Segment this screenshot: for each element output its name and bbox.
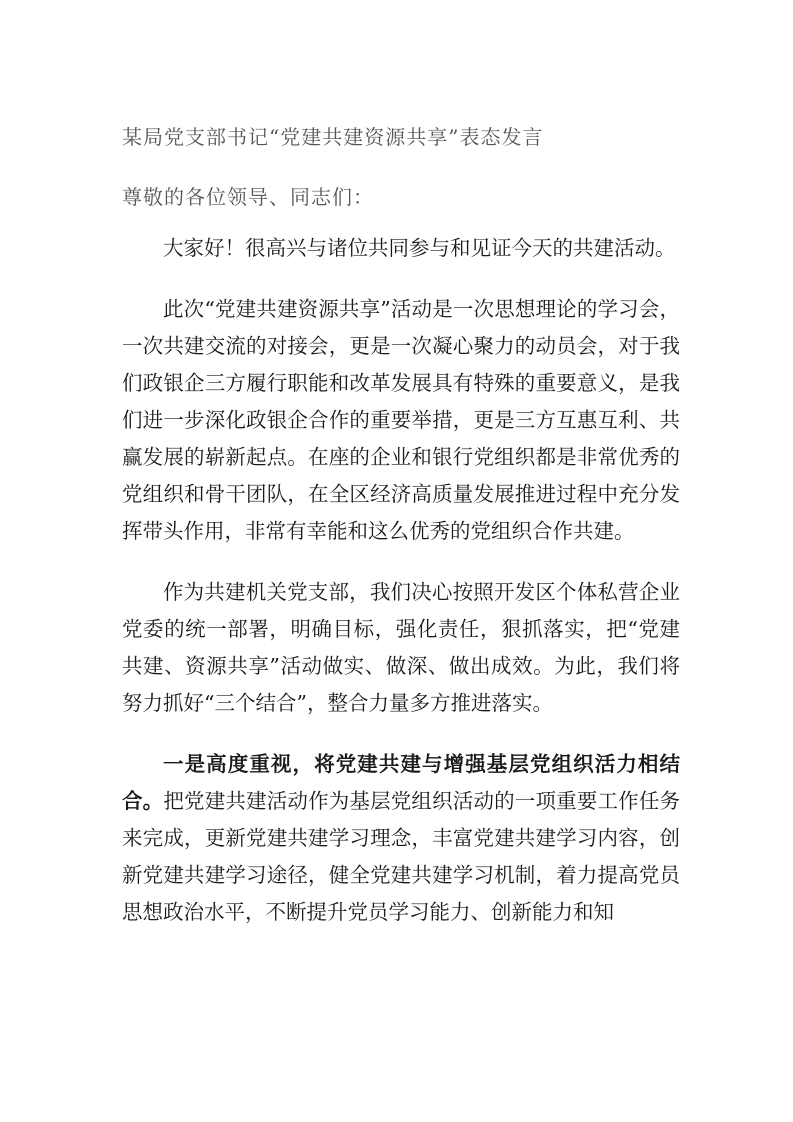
paragraph: 大家好！很高兴与诸位共同参与和见证今天的共建活动。 [163, 236, 676, 260]
document-title: 某局党支部书记“党建共建资源共享”表态发言 [122, 125, 544, 149]
paragraph: 此次“党建共建资源共享”活动是一次思想理论的学习会，一次共建交流的对接会，更是一次凝心聚力的动员会，对于我们政银企三方履行职能和改革发展具有特殊的重要意义，是我们进一步深化政银企合作的重要举措，更是三方互惠互利、共赢发展的崭新起点。在座的企业和银行党组织都是非常优秀的党组织和骨干团队，在全区经济高质量发展推进过程中充分发挥带头作用，非常有幸能和这么优秀的党组织合作共建。 [122, 297, 680, 543]
section-one-heading: 一是高度重视，将党建共建与增强基层党组织活力相结合。 [122, 752, 680, 813]
section-one-text: 把党建共建活动作为基层党组织活动的一项重要工作任务来完成，更新党建共建学习理念，丰富党建共建学习内容，创新党建共建学习途径，健全党建共建学习机制，着力提高党员思想政治水平，不断提升党员学习能力、创新能力和知 [122, 789, 681, 924]
section-one-paragraph [122, 746, 680, 931]
greeting-line: 尊敬的各位领导、同志们： [122, 185, 374, 209]
document-body [122, 230, 680, 955]
paragraph: 作为共建机关党支部，我们决心按照开发区个体私营企业党委的统一部署，明确目标，强化责任，狠抓落实，把“党建共建、资源共享”活动做实、做深、做出成效。为此，我们将努力抓好“三个结合”，整合力量多方推进落实。 [122, 580, 680, 715]
